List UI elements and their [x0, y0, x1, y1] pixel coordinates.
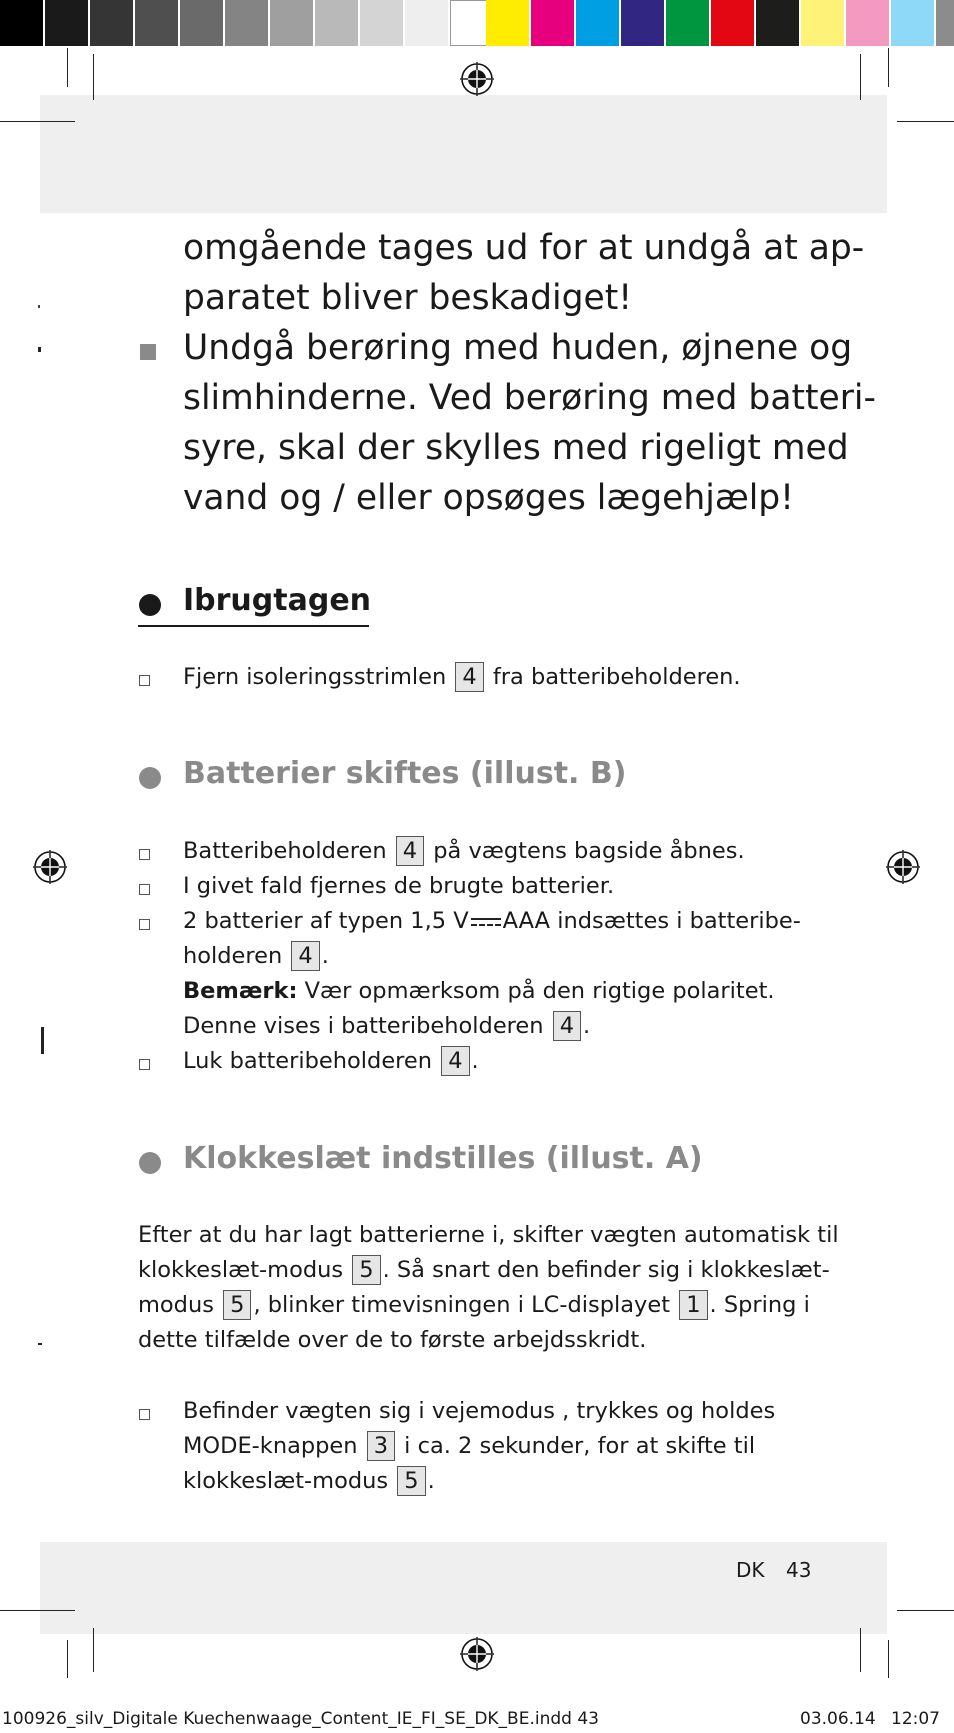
paragraph-line: Efter at du har lagt batterierne i, skifter vægten automatisk til: [138, 1222, 839, 1248]
crop-mark: [0, 121, 75, 122]
part-reference: 1: [679, 1290, 707, 1320]
color-swatch: [0, 0, 43, 46]
part-reference: 4: [291, 941, 319, 971]
step-checkbox-icon: [139, 1409, 150, 1420]
dc-symbol-icon: [471, 917, 501, 927]
part-reference: 4: [455, 662, 483, 692]
part-reference: 4: [396, 836, 424, 866]
section-heading-klokkeslaet: Klokkeslæt indstilles (illust. A): [183, 1141, 703, 1176]
slug-date: 03.06.14: [800, 1709, 876, 1729]
step-checkbox-icon: [139, 919, 150, 930]
note-text: Bemærk: Vær opmærksom på den rigtige polaritet.: [183, 978, 775, 1004]
step-text: 2 batterier af typen 1,5 V AAA indsættes i batteribe-: [183, 908, 801, 934]
margin-mark: [38, 347, 41, 352]
step-checkbox-icon: [139, 675, 150, 686]
color-swatch: [135, 0, 178, 46]
margin-mark: [38, 305, 40, 308]
crop-mark: [67, 48, 68, 87]
warning-line: Undgå berøring med huden, øjnene og: [183, 328, 853, 368]
intro-line: omgående tages ud for at undgå at ap-: [183, 228, 865, 268]
color-swatch: [801, 0, 844, 46]
crop-mark: [67, 1640, 68, 1678]
color-swatch: [666, 0, 709, 46]
paragraph-line: dette tilfælde over de to første arbejdsskridt.: [138, 1327, 647, 1353]
crop-mark: [888, 48, 889, 87]
crop-mark: [888, 1640, 889, 1678]
part-reference: 4: [441, 1046, 469, 1076]
step-text: klokkeslæt-modus 5 .: [183, 1468, 435, 1494]
part-reference: 5: [223, 1290, 251, 1320]
color-swatch: [90, 0, 133, 46]
color-swatch: [180, 0, 223, 46]
color-swatch: [621, 0, 664, 46]
part-reference: 5: [397, 1466, 425, 1496]
section-heading-batterier: Batterier skiftes (illust. B): [183, 756, 627, 791]
registration-mark-icon: [460, 1637, 494, 1671]
section-heading-ibrugtagen: Ibrugtagen: [183, 583, 372, 618]
note-text: Denne vises i batteribeholderen 4 .: [183, 1013, 591, 1039]
section-bullet-icon: [139, 767, 161, 789]
color-swatch: [270, 0, 313, 46]
slug-filename: 100926_silv_Digitale Kuechenwaage_Content_IE_FI_SE_DK_BE.indd 43: [2, 1709, 599, 1729]
step-text: Batteribeholderen 4 på vægtens bagside åbnes.: [183, 838, 745, 864]
margin-mark: [41, 1027, 44, 1054]
language-code: DK: [736, 1558, 765, 1582]
color-swatch: [405, 0, 448, 46]
color-swatch: [360, 0, 403, 46]
note-label: Bemærk:: [183, 978, 298, 1004]
color-swatch: [891, 0, 934, 46]
registration-mark-icon: [460, 62, 494, 96]
crop-mark: [93, 1628, 94, 1672]
intro-line: paratet bliver beskadiget!: [183, 278, 633, 318]
slug-time: 12:07: [891, 1709, 940, 1729]
step-checkbox-icon: [139, 1059, 150, 1070]
crop-mark: [0, 1610, 75, 1611]
color-swatch: [45, 0, 88, 46]
color-calibration-bar: [0, 0, 954, 46]
color-swatch: [225, 0, 268, 46]
warning-line: vand og / eller opsøges lægehjælp!: [183, 478, 795, 518]
crop-mark: [897, 121, 954, 122]
section-bullet-icon: [139, 594, 161, 616]
page-number: 43: [786, 1558, 812, 1582]
color-swatch: [756, 0, 799, 46]
crop-mark: [93, 54, 94, 100]
step-checkbox-icon: [139, 884, 150, 895]
paragraph-line: modus 5 , blinker timevisningen i LC-displayet 1 . Spring i: [138, 1292, 810, 1318]
heading-underline: [138, 625, 369, 627]
color-swatch: [576, 0, 619, 46]
part-reference: 5: [352, 1255, 380, 1285]
registration-mark-icon: [886, 850, 920, 884]
registration-mark-icon: [33, 850, 67, 884]
warning-line: syre, skal der skylles med rigeligt med: [183, 428, 849, 468]
color-swatch: [936, 0, 954, 46]
part-reference: 3: [367, 1431, 395, 1461]
crop-mark: [860, 54, 861, 100]
color-swatch: [846, 0, 889, 46]
step-text: I givet fald fjernes de brugte batterier.: [183, 873, 615, 899]
warning-line: slimhinderne. Ved berøring med batteri-: [183, 378, 876, 418]
color-swatch: [531, 0, 574, 46]
footer-panel: [40, 1542, 887, 1634]
step-text: Luk batteribeholderen 4 .: [183, 1048, 479, 1074]
color-swatch: [711, 0, 754, 46]
paragraph-line: klokkeslæt-modus 5 . Så snart den befinder sig i klokkeslæt-: [138, 1257, 830, 1283]
margin-mark: [38, 1343, 42, 1345]
section-bullet-icon: [139, 1152, 161, 1174]
step-text: Befinder vægten sig i vejemodus , trykkes og holdes: [183, 1398, 776, 1424]
step-text: holderen 4 .: [183, 943, 329, 969]
header-panel: [40, 95, 887, 213]
color-swatch: [315, 0, 358, 46]
color-swatch: [486, 0, 529, 46]
part-reference: 4: [553, 1011, 581, 1041]
square-bullet-icon: [140, 344, 156, 360]
step-text: Fjern isoleringsstrimlen 4 fra batteribeholderen.: [183, 664, 741, 690]
crop-mark: [860, 1628, 861, 1672]
step-text: MODE-knappen 3 i ca. 2 sekunder, for at skifte til: [183, 1433, 756, 1459]
crop-mark: [897, 1610, 954, 1611]
step-checkbox-icon: [139, 849, 150, 860]
